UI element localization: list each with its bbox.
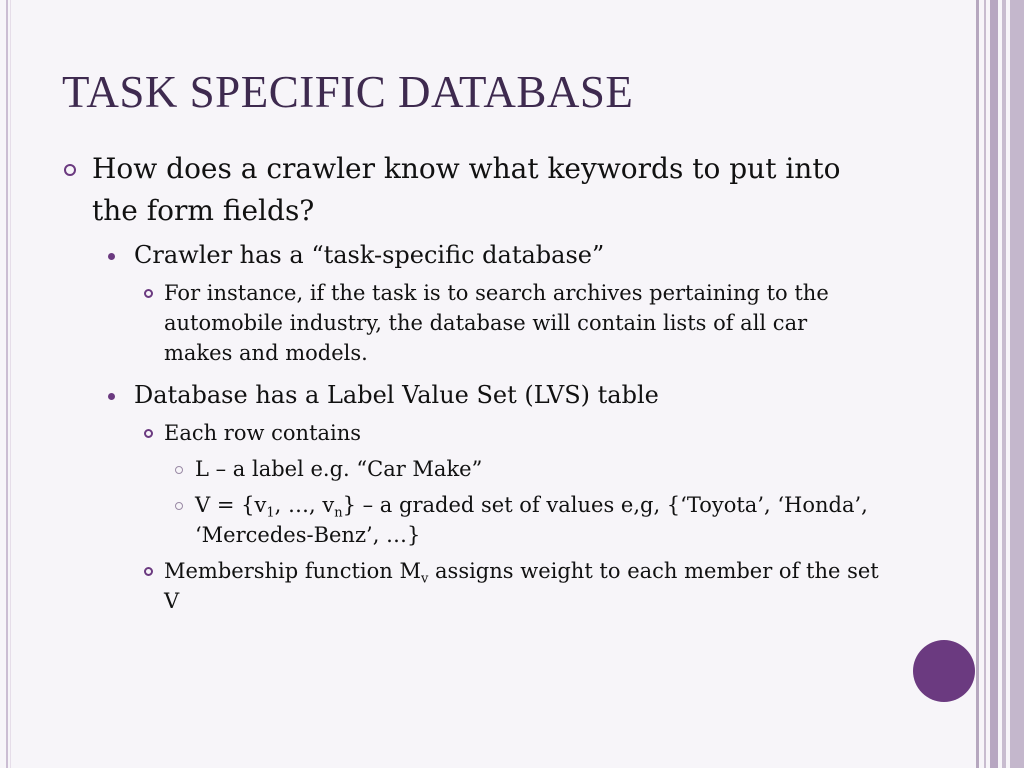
- bullet-level1: [62, 148, 882, 232]
- bullet-level4: [62, 490, 882, 550]
- decorative-circle: [913, 640, 975, 702]
- bullet-text: [195, 493, 868, 547]
- bullet-level4: [62, 454, 882, 484]
- decorative-bar: [990, 0, 998, 768]
- ring-bullet-icon: [144, 289, 153, 298]
- membership-prefix: Membership function M: [164, 559, 421, 583]
- dot-bullet-icon: [108, 253, 115, 260]
- bullet-level2: [62, 378, 882, 412]
- decorative-bar: [984, 0, 986, 768]
- subscript-v: v: [420, 571, 429, 587]
- v-mid: , …, v: [274, 493, 335, 517]
- bullet-level3: [62, 418, 882, 448]
- bullet-level3: [62, 556, 882, 616]
- membership-suffix: assigns weight to each member of the set V: [164, 559, 879, 613]
- bullet-text: Each row contains: [164, 421, 362, 445]
- decorative-bar: [1010, 0, 1024, 768]
- ring-bullet-icon: [144, 567, 153, 576]
- slide-content: [62, 148, 882, 616]
- bullet-text: Crawler has a “task-specific database”: [134, 241, 605, 269]
- bullet-text: How does a crawler know what keywords to put into the form fields?: [92, 152, 841, 227]
- bullet-level2: [62, 238, 882, 272]
- bullet-text: For instance, if the task is to search archives pertaining to the automobile industry, the database will contain lists of all car makes and models.: [164, 281, 829, 365]
- small-ring-bullet-icon: [175, 502, 183, 510]
- v-prefix: V = {v: [195, 493, 267, 517]
- decorative-bar: [976, 0, 979, 768]
- left-border-line: [6, 0, 8, 768]
- subscript-1: 1: [266, 505, 275, 521]
- ring-bullet-icon: [64, 164, 76, 176]
- subscript-n: n: [334, 505, 343, 521]
- ring-bullet-icon: [144, 429, 153, 438]
- right-decorative-bars: [976, 0, 1024, 768]
- bullet-text: L – a label e.g. “Car Make”: [195, 457, 483, 481]
- small-ring-bullet-icon: [175, 466, 183, 474]
- bullet-text: Database has a Label Value Set (LVS) table: [134, 381, 659, 409]
- left-border-line-thin: [10, 0, 11, 768]
- slide-title: TASK SPECIFIC DATABASE: [62, 67, 634, 117]
- decorative-bar: [1002, 0, 1006, 768]
- v-suffix: } – a graded set of values e,g, {‘Toyota’, ‘Honda’, ‘Mercedes-Benz’, …}: [195, 493, 868, 547]
- bullet-text: [164, 559, 879, 613]
- bullet-level3: [62, 278, 882, 368]
- dot-bullet-icon: [108, 393, 115, 400]
